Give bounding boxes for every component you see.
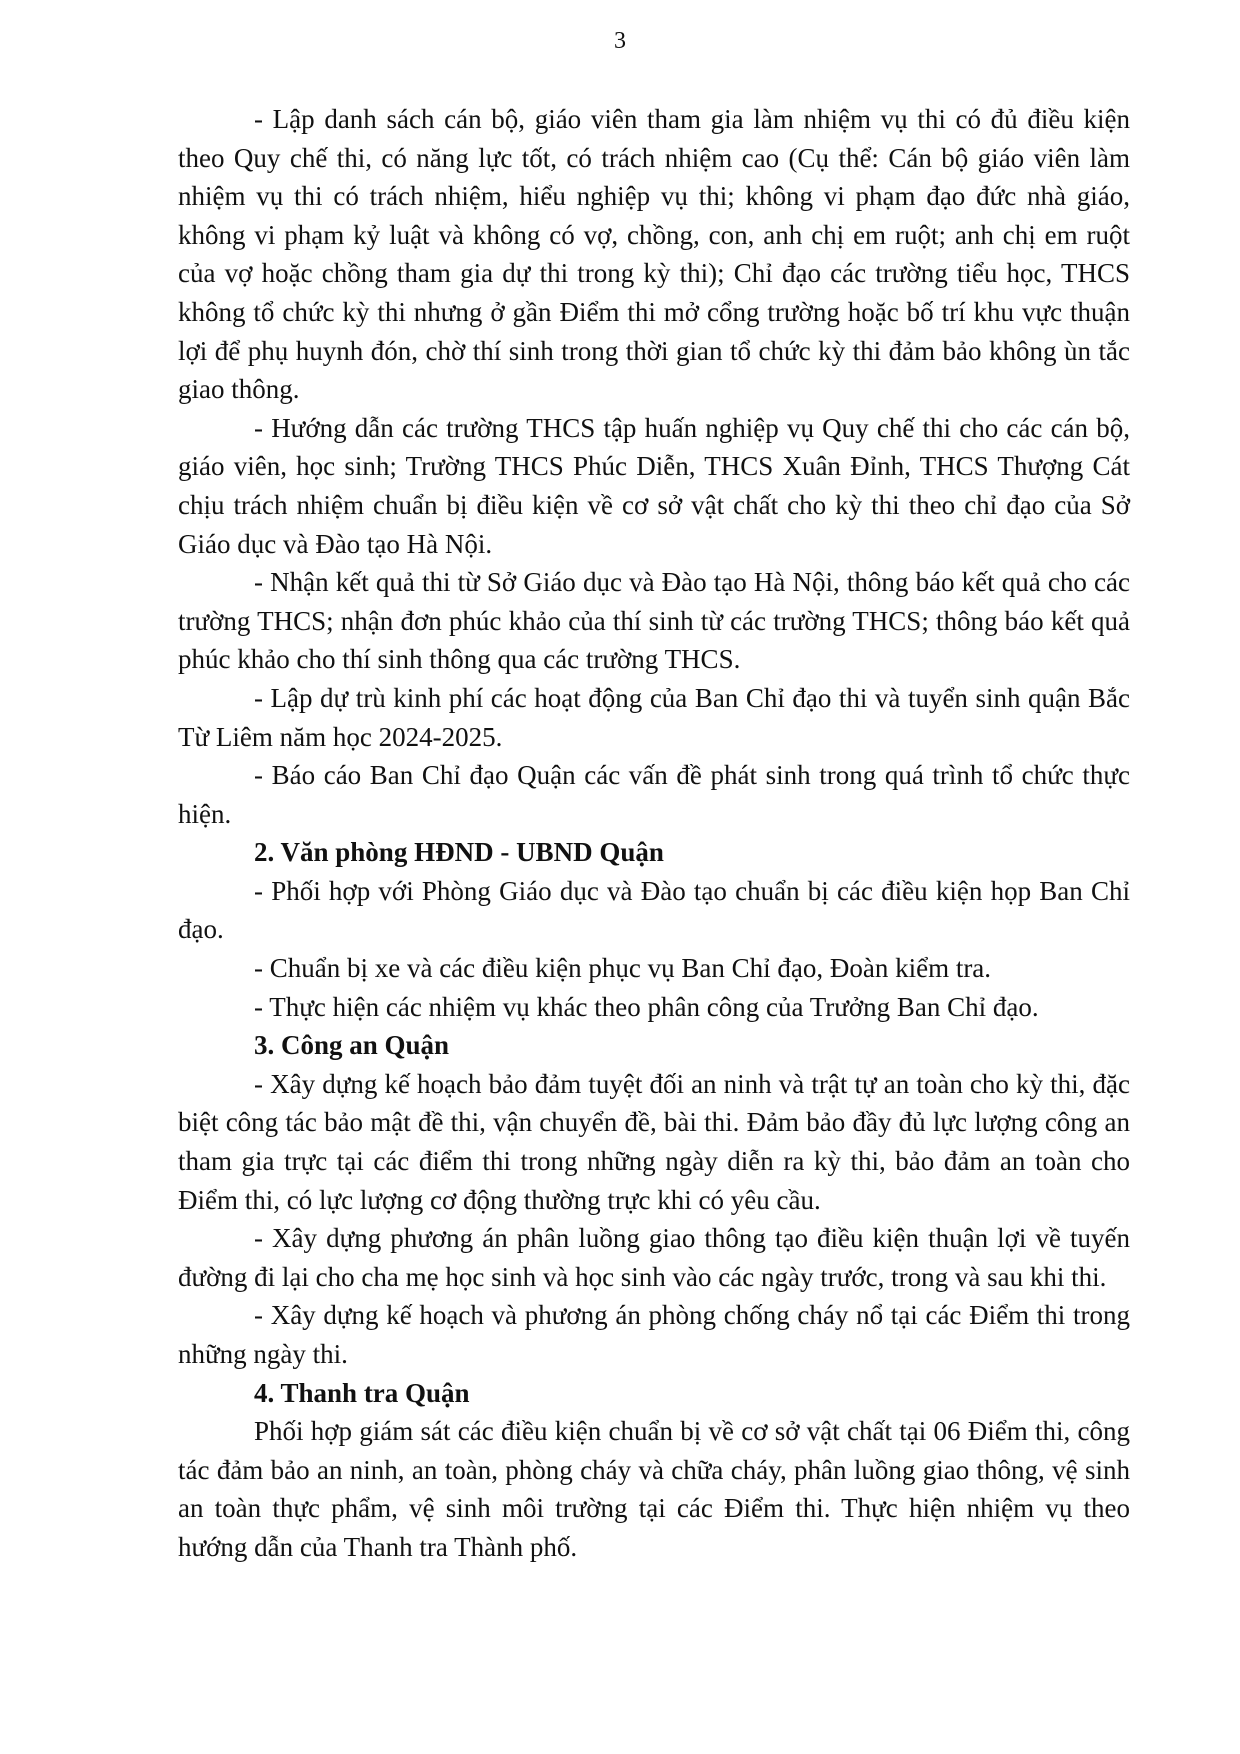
paragraph-training: - Hướng dẫn các trường THCS tập huấn nghiệp vụ Quy chế thi cho các cán bộ, giáo viên, học sinh; Trường THCS Phúc Diễn, THCS Xuân Đỉnh, THCS Thượng Cát chịu trách nhiệm chuẩn bị điều kiện về cơ sở vật chất cho kỳ thi theo chỉ đạo của Sở Giáo dục và Đào tạo Hà Nội. [178,412,1130,559]
paragraph-budget: - Lập dự trù kinh phí các hoạt động của Ban Chỉ đạo thi và tuyển sinh quận Bắc Từ Liêm năm học 2024-2025. [178,682,1130,752]
paragraph-inspection-1: Phối hợp giám sát các điều kiện chuẩn bị về cơ sở vật chất tại 06 Điểm thi, công tác đảm bảo an ninh, an toàn, phòng cháy và chữa cháy, phân luồng giao thông, vệ sinh an toàn thực phẩm, vệ sinh môi trường tại các Điểm thi. Thực hiện nhiệm vụ theo hướng dẫn của Thanh tra Thành phố. [178,1416,1130,1562]
section-heading-police: 3. Công an Quận [254,1030,450,1061]
paragraph-staff-list: - Lập danh sách cán bộ, giáo viên tham gia làm nhiệm vụ thi có đủ điều kiện theo Quy chế thi, có năng lực tốt, có trách nhiệm cao (Cụ thể: Cán bộ giáo viên làm nhiệm vụ thi có trách nhiệm, hiểu nghiệp vụ thi; không vi phạm đạo đức nhà giáo, không vi phạm kỷ luật và không có vợ, chồng, con, anh chị em ruột; anh chị em ruột của vợ hoặc chồng tham gia dự thi trong kỳ thi); Chỉ đạo các trường tiểu học, THCS không tổ chức kỳ thi nhưng ở gần Điểm thi mở cổng trường hoặc bố trí khu vực thuận lợi để phụ huynh đón, chờ thí sinh trong thời gian tổ chức kỳ thi đảm bảo không ùn tắc giao thông. [178,104,1130,405]
page-number: 3 [614,28,626,54]
paragraph-police-1: - Xây dựng kế hoạch bảo đảm tuyệt đối an ninh và trật tự an toàn cho kỳ thi, đặc biệt công tác bảo mật đề thi, vận chuyển đề, bài thi. Đảm bảo đầy đủ lực lượng công an tham gia trực tại các điểm thi trong những ngày diễn ra kỳ thi, bảo đảm an toàn cho Điểm thi, có lực lượng cơ động thường trực khi có yêu cầu. [178,1068,1130,1215]
document-body [178,100,1130,1567]
paragraph-office-1: - Phối hợp với Phòng Giáo dục và Đào tạo chuẩn bị các điều kiện họp Ban Chỉ đạo. [178,875,1130,945]
section-heading-inspection: 4. Thanh tra Quận [254,1377,470,1408]
paragraph-results: - Nhận kết quả thi từ Sở Giáo dục và Đào tạo Hà Nội, thông báo kết quả cho các trường THCS; nhận đơn phúc khảo của thí sinh từ các trường THCS; thông báo kết quả phúc khảo cho thí sinh thông qua các trường THCS. [178,567,1130,675]
paragraph-report: - Báo cáo Ban Chỉ đạo Quận các vấn đề phát sinh trong quá trình tổ chức thực hiện. [178,760,1130,829]
paragraph-police-3: - Xây dựng kế hoạch và phương án phòng chống cháy nổ tại các Điểm thi trong những ngày thi. [178,1300,1130,1369]
paragraph-office-2: - Chuẩn bị xe và các điều kiện phục vụ Ban Chỉ đạo, Đoàn kiểm tra. [254,953,992,984]
section-heading-office: 2. Văn phòng HĐND - UBND Quận [254,837,664,868]
paragraph-police-2: - Xây dựng phương án phân luồng giao thông tạo điều kiện thuận lợi về tuyến đường đi lại cho cha mẹ học sinh và học sinh vào các ngày trước, trong và sau khi thi. [178,1223,1130,1292]
paragraph-office-3: - Thực hiện các nhiệm vụ khác theo phân công của Trưởng Ban Chỉ đạo. [254,991,1039,1022]
